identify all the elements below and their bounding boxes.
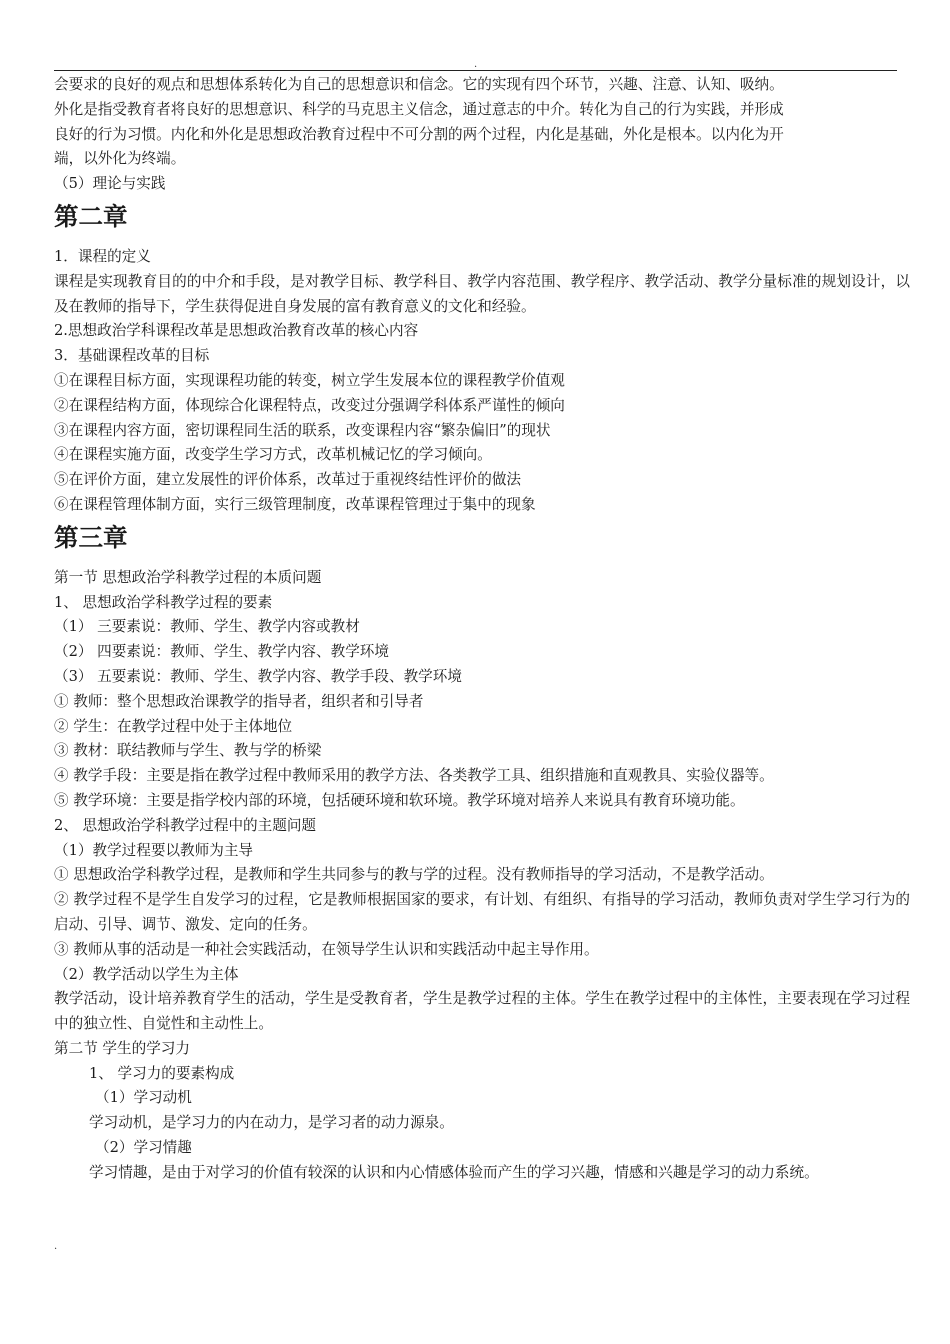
paragraph-line: 良好的行为习惯。内化和外化是思想政治教育过程中不可分割的两个过程，内化是基础，外化是根本。以内化为开 [54, 125, 784, 143]
goal-item: ⑥在课程管理体制方面，实行三级管理制度，改革课程管理过于集中的现象 [54, 495, 536, 513]
theory-item: （1） 三要素说：教师、学生、教学内容或教材 [54, 618, 360, 636]
footer-dot: . [54, 1241, 58, 1252]
page-content [54, 73, 910, 1186]
element-item: ② 学生：在教学过程中处于主体地位 [54, 717, 293, 735]
teacher-point: ① 思想政治学科教学过程，是教师和学生共同参与的教与学的过程。没有教师指导的学习活动，不是教学活动。 [54, 866, 774, 884]
element-item: ③ 教材：联结教师与学生、教与学的桥梁 [54, 742, 322, 760]
goal-item: ④在课程实施方面，改变学生学习方式，改革机械记忆的学习倾向。 [54, 446, 492, 464]
interest-title: （2）学习情趣 [95, 1139, 192, 1157]
interest-body: 学习情趣，是由于对学习的价值有较深的认识和内心情感体验而产生的学习兴趣，情感和兴趣是学习的动力系统。 [89, 1163, 819, 1181]
chapter-2-heading: 第二章 [54, 201, 128, 231]
paragraph-line: 外化是指受教育者将良好的思想意识、科学的马克思主义信念，通过意志的中介。转化为自己的行为实践，并形成 [54, 100, 784, 118]
motivation-body: 学习动机，是学习力的内在动力，是学习者的动力源泉。 [89, 1114, 454, 1132]
teacher-leading-title: （1）教学过程要以教师为主导 [54, 841, 254, 859]
element-item: ⑤ 教学环境：主要是指学校内部的环境，包括硬环境和软环境。教学环境对培养人来说具有教育环境功能。 [54, 791, 745, 809]
student-subject-body: 教学活动，设计培养教育学生的活动，学生是受教育者，学生是教学过程的主体。学生在教学过程中的主体性，主要表现在学习过程中的独立性、自觉性和主动性上。 [54, 990, 910, 1033]
header-rule [54, 70, 897, 71]
course-definition-body: 课程是实现教育目的的中介和手段，是对教学目标、教学科目、教学内容范围、教学程序、教学活动、教学分量标准的规划设计，以及在教师的指导下，学生获得促进自身发展的富有教育意义的文化和经验。 [54, 272, 910, 315]
goal-item: ③在课程内容方面，密切课程同生活的联系，改变课程内容“繁杂偏旧”的现状 [54, 421, 551, 439]
theme-title: 2、 思想政治学科教学过程中的主题问题 [54, 816, 317, 834]
paragraph-line: 端，以外化为终端。 [54, 150, 186, 168]
list-item: 2.思想政治学科课程改革是思想政治教育改革的核心内容 [54, 322, 419, 340]
paragraph-line: 会要求的良好的观点和思想体系转化为自己的思想意识和信念。它的实现有四个环节，兴趣、注意、认知、吸纳。 [54, 76, 784, 93]
teacher-point: ② 教学过程不是学生自发学习的过程，它是教师根据国家的要求，有计划、有组织、有指导的学习活动，教师负责对学生学习行为的启动、引导、调节、激发、定向的任务。 [54, 891, 910, 933]
elements-title: 1、 思想政治学科教学过程的要素 [54, 593, 273, 611]
goal-item: ⑤在评价方面，建立发展性的评价体系，改革过于重视终结性评价的做法 [54, 471, 522, 489]
course-definition-title: 1．课程的定义 [54, 247, 151, 265]
learning-power-title: 1、 学习力的要素构成 [89, 1064, 235, 1082]
student-subject-title: （2）教学活动以学生为主体 [54, 965, 239, 983]
section-1-title: 第一节 思想政治学科教学过程的本质问题 [54, 568, 322, 586]
theory-item: （3） 五要素说：教师、学生、教学内容、教学手段、教学环境 [54, 667, 462, 685]
section-2-title: 第二节 学生的学习力 [54, 1039, 190, 1057]
element-item: ④ 教学手段：主要是指在教学过程中教师采用的教学方法、各类教学工具、组织措施和直观教具、实验仪器等。 [54, 767, 774, 785]
theory-item: （2） 四要素说：教师、学生、教学内容、教学环境 [54, 643, 389, 661]
list-item: 3．基础课程改革的目标 [54, 347, 210, 365]
chapter-3-heading: 第三章 [54, 522, 128, 552]
header-dot: . [474, 59, 478, 70]
goal-item: ①在课程目标方面，实现课程功能的转变，树立学生发展本位的课程教学价值观 [54, 371, 565, 389]
goal-item: ②在课程结构方面，体现综合化课程特点，改变过分强调学科体系严谨性的倾向 [54, 396, 565, 414]
motivation-title: （1）学习动机 [95, 1089, 192, 1107]
element-item: ① 教师：整个思想政治课教学的指导者，组织者和引导者 [54, 692, 424, 710]
teacher-point: ③ 教师从事的活动是一种社会实践活动，在领导学生认识和实践活动中起主导作用。 [54, 940, 599, 958]
subheading-theory-practice: （5）理论与实践 [54, 175, 166, 193]
